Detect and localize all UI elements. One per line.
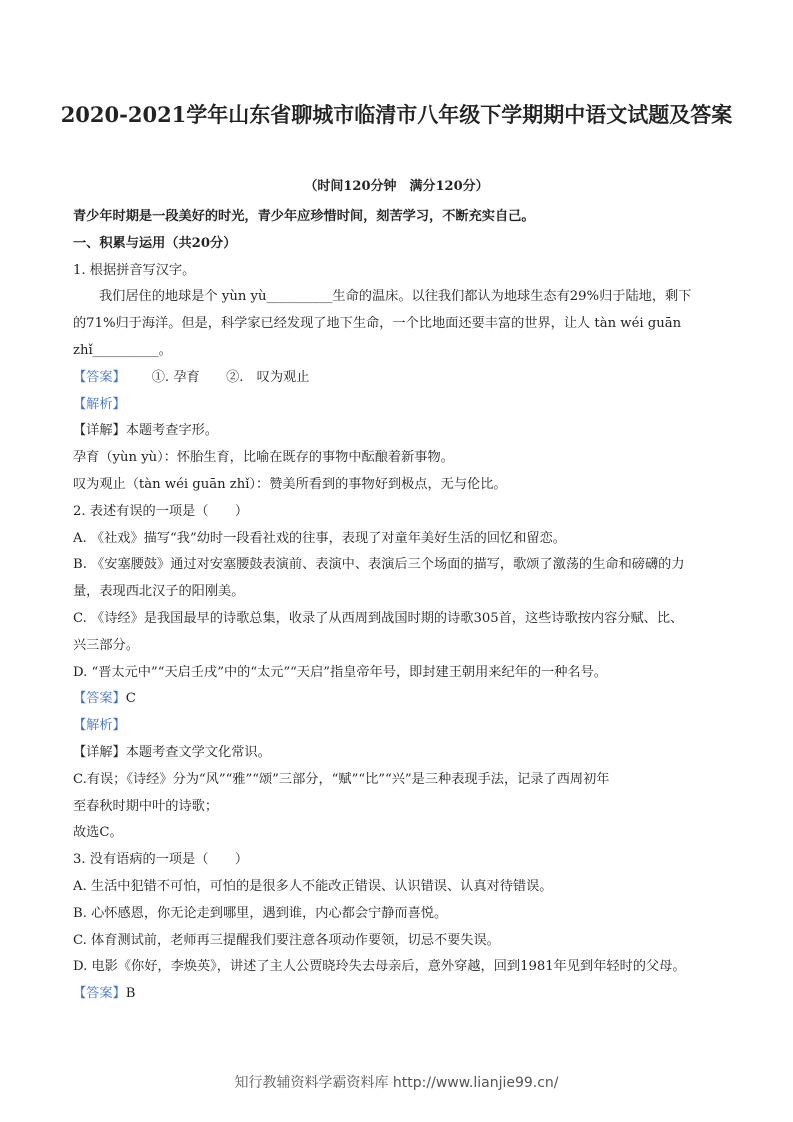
answer-tag: 【答案】 [73, 691, 126, 707]
q3-answer [73, 981, 723, 1008]
answer-text: ①. 孕育 ②. 叹为观止 [151, 369, 310, 385]
q2-detail: 【详解】本题考查文学文化常识。 [73, 744, 271, 760]
q1-stem: 1. 根据拼音写汉字。 [73, 262, 196, 278]
q3-option-a: A. 生活中犯错不可怕，可怕的是很多人不能改正错误、认识错误、认真对待错误。 [73, 878, 553, 894]
q1-passage-line: zhǐ__________。 [73, 342, 172, 358]
answer-text: B [125, 986, 136, 1002]
q3-option-b: B. 心怀感恩，你无论走到哪里，遇到谁，内心都会宁静而喜悦。 [73, 905, 448, 921]
exam-info: （时间120分钟 满分120分） [304, 179, 489, 194]
q2-option-c-cont: 兴三部分。 [73, 637, 139, 653]
document-title: 2020-2021学年山东省聊城市临清市八年级下学期期中语文试题及答案 [60, 102, 733, 127]
q1-passage-line: 的71%归于海洋。但是，科学家已经发现了地下生命，一个比地面还要丰富的世界，让人 tàn wéi guān [73, 316, 682, 332]
q2-option-a: A. 《社戏》描写“我”幼时一段看社戏的往事，表现了对童年美好生活的回忆和留恋。 [73, 530, 566, 546]
q1-note: 叹为观止（tàn wéi guān zhǐ）：赞美所看到的事物好到极点，无与伦比。 [73, 476, 507, 492]
q2-option-b: B. 《安塞腰鼓》通过对安塞腰鼓表演前、表演中、表演后三个场面的描写，歌颂了激荡的生命和磅礴的力 [73, 557, 685, 573]
analysis-tag: 【解析】 [73, 718, 126, 734]
q2-conclusion: 故选C。 [73, 825, 123, 841]
q2-option-d: D. “晋太元中”“天启壬戌”中的“太元”“天启”指皇帝年号，即封建王朝用来纪年的一种名号。 [73, 664, 607, 680]
q2-option-c: C. 《诗经》是我国最早的诗歌总集，收录了从西周到战国时期的诗歌305首，这些诗歌按内容分赋、比、 [73, 610, 684, 626]
footer-watermark: 知行教辅资料学霸资料库 http://www.lianjie99.cn/ [234, 1075, 559, 1091]
q1-note: 孕育（yùn yù）：怀胎生育，比喻在既存的事物中酝酿着新事物。 [73, 450, 454, 466]
q2-option-b-cont: 量，表现西北汉子的阳刚美。 [73, 584, 245, 600]
q1-passage-line: 我们居住的地球是个 yùn yù__________生命的温床。以往我们都认为地球生态有29%归于陆地，剩下 [99, 289, 692, 305]
answer-tag: 【答案】 [73, 986, 126, 1002]
q2-explanation: C.有误；《诗经》分为“风”“雅”“颂”三部分，“赋”“比”“兴”是三种表现手法，记录了西周初年 [73, 771, 610, 787]
q3-option-c: C. 体育测试前，老师再三提醒我们要注意各项动作要领，切忌不要失误。 [73, 932, 500, 948]
q2-explanation-cont: 至春秋时期中叶的诗歌； [73, 798, 219, 814]
intro-text: 青少年时期是一段美好的时光，青少年应珍惜时间，刻苦学习，不断充实自己。 [73, 209, 535, 224]
q2-stem: 2. 表述有误的一项是（ ） [73, 503, 249, 519]
analysis-tag: 【解析】 [73, 396, 126, 412]
section-heading: 一、积累与运用（共20分） [73, 235, 237, 251]
q3-option-d: D. 电影《你好，李焕英》，讲述了主人公贾晓玲失去母亲后，意外穿越，回到1981年见到年轻时的父母。 [73, 959, 686, 975]
q3-stem: 3. 没有语病的一项是（ ） [73, 852, 249, 868]
answer-text: C [125, 691, 136, 707]
answer-tag: 【答案】 [73, 369, 126, 385]
document-body [73, 204, 723, 1008]
q1-answer [73, 365, 723, 392]
q2-answer [73, 686, 723, 713]
q1-detail: 【详解】本题考查字形。 [73, 423, 219, 439]
